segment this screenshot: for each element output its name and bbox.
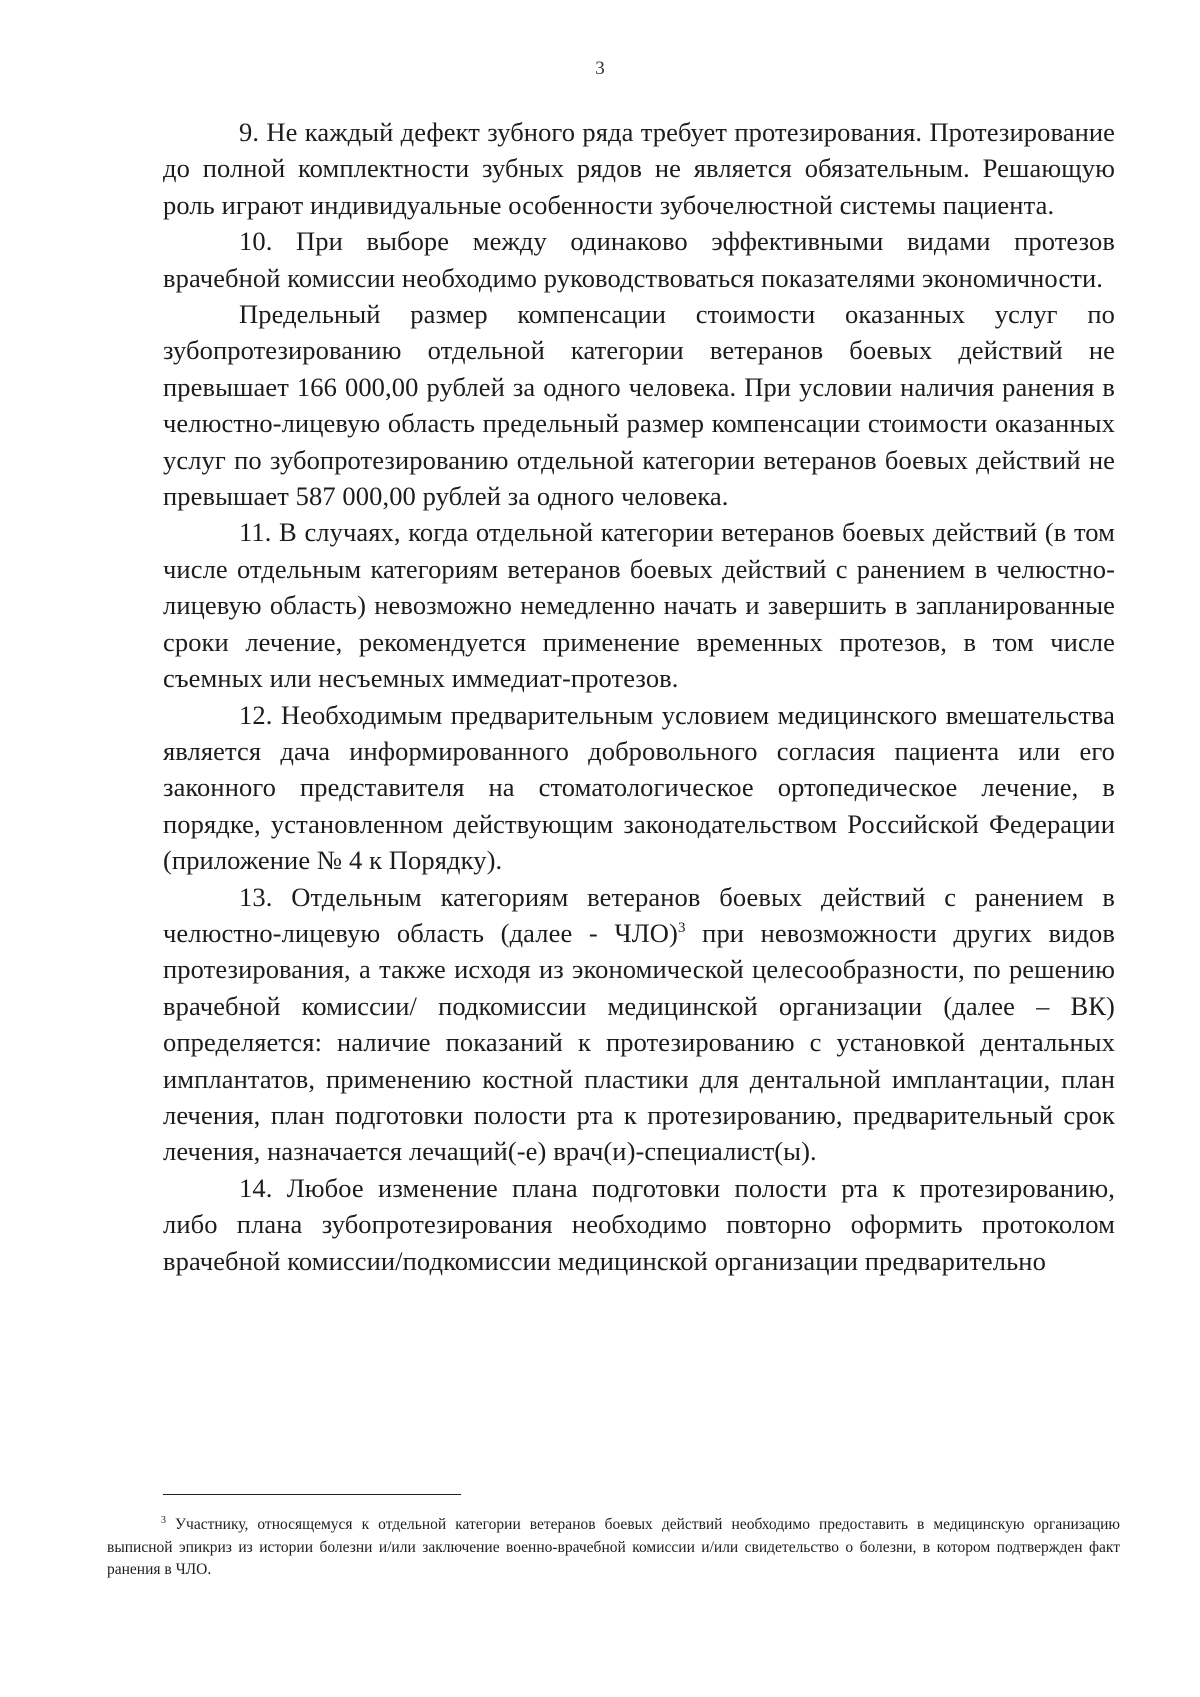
paragraph-11: 11. В случаях, когда отдельной категории ветеранов боевых действий (в том числе отдельным категориям ветеранов боевых действий с ранением в челюстно-лицевую область) невозможно немедленно начать и завершить в запланированные сроки лечение, рекомендуется применение временных протезов, в том числе съемных или несъемных иммедиат-протезов. bbox=[163, 517, 1115, 694]
document-body bbox=[163, 114, 1115, 1279]
paragraph-14: 14. Любое изменение плана подготовки полости рта к протезированию, либо плана зубопротезирования необходимо повторно оформить протоколом врачебной комиссии/подкомиссии медицинской организации предварительно bbox=[163, 1172, 1115, 1276]
paragraph-9: 9. Не каждый дефект зубного ряда требует протезирования. Протезирование до полной комплектности зубных рядов не является обязательным. Решающую роль играют индивидуальные особенности зубочелюстной системы пациента. bbox=[163, 117, 1115, 220]
footnote-reference: 3 bbox=[677, 920, 686, 937]
footnote bbox=[107, 1514, 1120, 1582]
footnote-text: Участнику, относящемуся к отдельной категории ветеранов боевых действий необходимо предоставить в медицинскую организацию выписной эпикриз из истории болезни и/или заключение военно-врачебной комиссии и/или свидетельство о болезни, в котором подтвержден факт ранения в ЧЛО. bbox=[107, 1516, 1120, 1578]
paragraph-13-text-start: 13. Отдельным категориям ветеранов боевых действий с ранением в челюстно-лицевую область (далее - ЧЛО) bbox=[163, 881, 1115, 948]
paragraph-13 bbox=[163, 879, 1115, 1170]
footnote-separator bbox=[163, 1494, 461, 1495]
paragraph-compensation-limit: Предельный размер компенсации стоимости оказанных услуг по зубопротезированию отдельной категории ветеранов боевых действий не превышает 166 000,00 рублей за одного человека. При условии наличия ранения в челюстно-лицевую область предельный размер компенсации стоимости оказанных услуг по зубопротезированию отдельной категории ветеранов боевых действий не превышает 587 000,00 рублей за одного человека. bbox=[163, 299, 1115, 512]
page-number: 3 bbox=[595, 58, 605, 79]
footnote-number: 3 bbox=[161, 1514, 166, 1526]
paragraph-12: 12. Необходимым предварительным условием медицинского вмешательства является дача информированного добровольного согласия пациента или его законного представителя на стоматологическое ортопедическое лечение, в порядке, установленном действующим законодательством Российской Федерации (приложение № 4 к Порядку). bbox=[163, 699, 1115, 876]
paragraph-10: 10. При выборе между одинаково эффективными видами протезов врачебной комиссии необходимо руководствоваться показателями экономичности. bbox=[163, 226, 1115, 293]
paragraph-13-text-end: при невозможности других видов протезирования, а также исходя из экономической целесообразности, по решению врачебной комиссии/ подкомиссии медицинской организации (далее – ВК) определяется: наличие показаний к протезированию с установкой дентальных имплантатов, применению костной пластики для дентальной имплантации, план лечения, план подготовки полости рта к протезированию, предварительный срок лечения, назначается лечащий(-е) врач(и)-специалист(ы). bbox=[163, 917, 1115, 1167]
